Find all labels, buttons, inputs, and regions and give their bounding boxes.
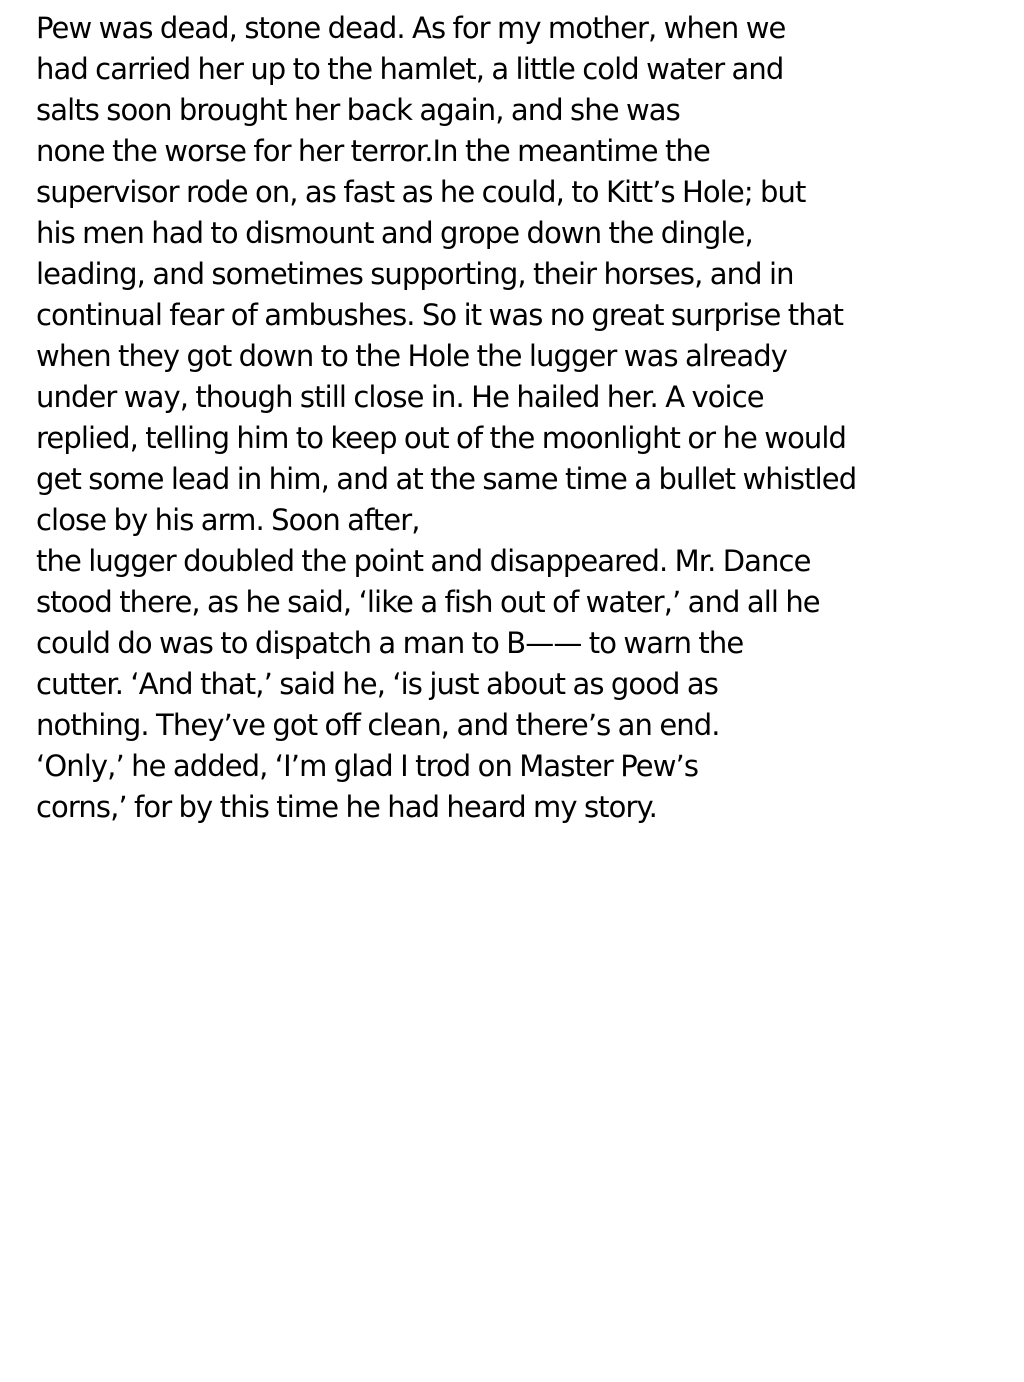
text-line: get some lead in him, and at the same time a bullet whistled — [36, 462, 857, 496]
text-line: cutter. ‘And that,’ said he, ‘is just about as good as — [36, 667, 718, 701]
text-line: none the worse for her terror.In the meantime the — [36, 134, 710, 168]
text-line: stood there, as he said, ‘like a fish out of water,’ and all he — [36, 585, 820, 619]
text-line: nothing. They’ve got off clean, and there’s an end. — [36, 708, 720, 742]
text-line: replied, telling him to keep out of the moonlight or he would — [36, 421, 847, 455]
text-line: when they got down to the Hole the lugger was already — [36, 339, 787, 373]
text-line: close by his arm. Soon after, — [36, 503, 420, 537]
text-line: supervisor rode on, as fast as he could, to Kitt’s Hole; but — [36, 175, 806, 209]
text-line: his men had to dismount and grope down the dingle, — [36, 216, 753, 250]
story-text — [36, 8, 1016, 828]
text-line: could do was to dispatch a man to B—— to warn the — [36, 626, 744, 660]
text-line: continual fear of ambushes. So it was no great surprise that — [36, 298, 844, 332]
text-line: corns,’ for by this time he had heard my story. — [36, 790, 657, 824]
text-line: leading, and sometimes supporting, their horses, and in — [36, 257, 794, 291]
text-line: had carried her up to the hamlet, a little cold water and — [36, 52, 784, 86]
text-line: salts soon brought her back again, and she was — [36, 93, 680, 127]
text-line: ‘Only,’ he added, ‘I’m glad I trod on Master Pew’s — [36, 749, 699, 783]
text-line: the lugger doubled the point and disappeared. Mr. Dance — [36, 544, 811, 578]
text-line: Pew was dead, stone dead. As for my mother, when we — [36, 11, 786, 45]
text-line: under way, though still close in. He hailed her. A voice — [36, 380, 764, 414]
